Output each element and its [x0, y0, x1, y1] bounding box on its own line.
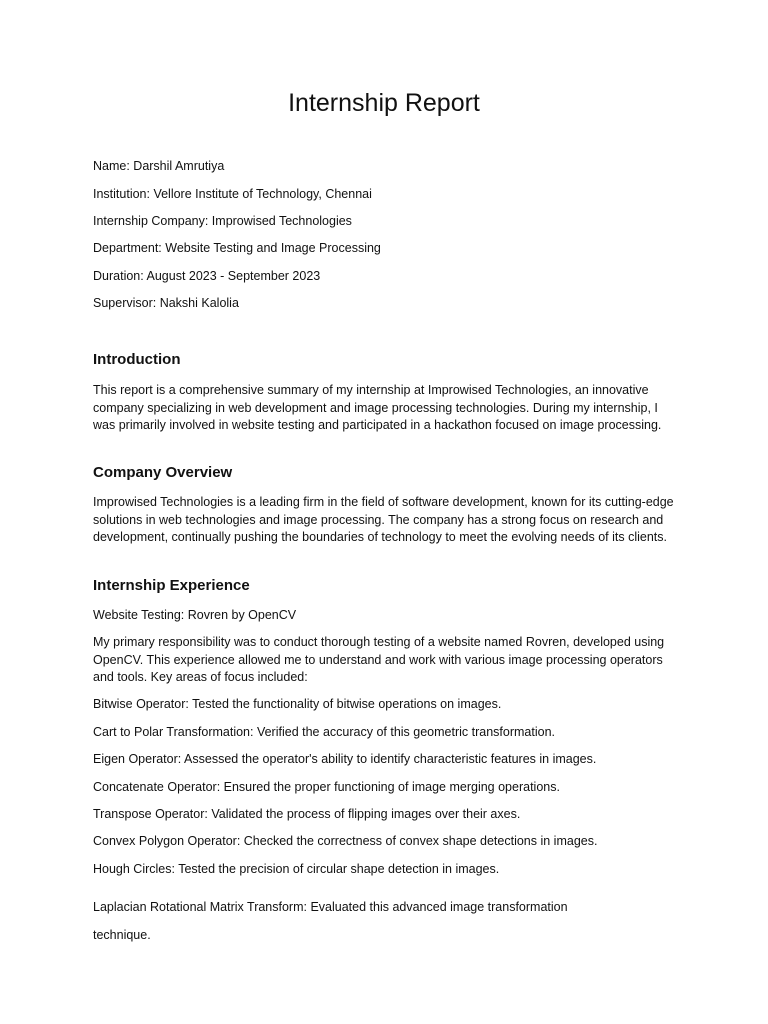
detail-supervisor: Supervisor: Nakshi Kalolia [93, 296, 239, 310]
company-overview-body: Improwised Technologies is a leading firm in the field of software development, known for its cutting-edge solutions in web technologies and image processing. The company has a strong focus on research and development, continually pushing the boundaries of technology to meet the evolving needs of its clients. [93, 495, 674, 544]
website-testing-subheading: Website Testing: Rovren by OpenCV [93, 608, 297, 622]
list-item: Hough Circles: Tested the precision of circular shape detection in images. [93, 862, 500, 876]
introduction-body: This report is a comprehensive summary of my internship at Improwised Technologies, an innovative company specializing in web development and image processing technologies. During my internship, I was primarily involved in website testing and participated in a hackathon focused on image processing. [93, 383, 662, 432]
internship-experience-body: My primary responsibility was to conduct thorough testing of a website named Rovren, developed using OpenCV. This experience allowed me to understand and work with various image processing operators and tools. Key areas of focus included: [93, 635, 665, 684]
list-item: Cart to Polar Transformation: Verified the accuracy of this geometric transformation. [93, 725, 556, 739]
introduction-heading: Introduction [93, 351, 181, 368]
detail-duration: Duration: August 2023 - September 2023 [93, 269, 321, 283]
detail-company: Internship Company: Improwised Technologies [93, 214, 352, 228]
laplacian-line-2: technique. [93, 928, 151, 942]
list-item: Bitwise Operator: Tested the functionality of bitwise operations on images. [93, 697, 502, 711]
list-item: Convex Polygon Operator: Checked the correctness of convex shape detections in images. [93, 834, 598, 848]
detail-department: Department: Website Testing and Image Processing [93, 241, 381, 255]
page-title: Internship Report [288, 89, 480, 117]
company-overview-heading: Company Overview [93, 464, 233, 481]
list-item: Concatenate Operator: Ensured the proper functioning of image merging operations. [93, 780, 560, 794]
detail-name: Name: Darshil Amrutiya [93, 159, 225, 173]
list-item: Transpose Operator: Validated the process of flipping images over their axes. [93, 807, 521, 821]
laplacian-line-1: Laplacian Rotational Matrix Transform: Evaluated this advanced image transformation [93, 900, 568, 914]
list-item: Eigen Operator: Assessed the operator's ability to identify characteristic features in images. [93, 752, 597, 766]
detail-institution: Institution: Vellore Institute of Technology, Chennai [93, 187, 372, 201]
internship-experience-heading: Internship Experience [93, 577, 250, 594]
